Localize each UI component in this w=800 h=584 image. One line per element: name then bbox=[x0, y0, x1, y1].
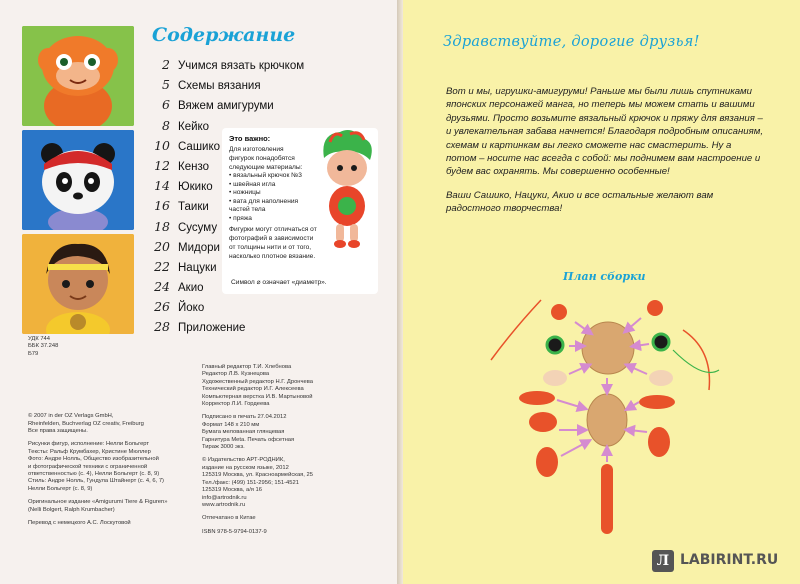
toc-label: Сашико bbox=[178, 140, 221, 153]
toc-label: Кейко bbox=[178, 120, 210, 133]
eye-part bbox=[547, 337, 563, 353]
muzzle-part bbox=[649, 370, 673, 386]
toc-label: Таики bbox=[178, 201, 209, 214]
udk-code: УДК 744 bbox=[28, 336, 51, 342]
toc-label: Нацуки bbox=[178, 261, 217, 274]
toc-page-number: 10 bbox=[154, 137, 170, 153]
toc-page-number: 5 bbox=[162, 77, 170, 93]
toc-page-number: 18 bbox=[154, 218, 170, 234]
publisher-line: издание на русском языке, 2012 bbox=[202, 464, 289, 471]
muzzle-part bbox=[543, 370, 567, 386]
left-page bbox=[0, 0, 398, 584]
translation-line: Перевод с немецкого А.С. Лоскутовой bbox=[28, 520, 131, 527]
leg-part bbox=[648, 427, 670, 457]
toc-label: Приложение bbox=[178, 322, 246, 335]
toc-page-number: 22 bbox=[154, 258, 170, 274]
watermark-text: LABIRINT.RU bbox=[680, 552, 779, 568]
imprint-right bbox=[202, 364, 313, 536]
imprint-left bbox=[28, 336, 167, 528]
credit-line: Стиль: Андре Нолль, Гундула Штайнерт (с. 4, 6, 7) bbox=[28, 478, 164, 485]
staff-line: Технический редактор И.Г. Алексеева bbox=[202, 386, 304, 393]
list-item: • ножницы bbox=[229, 189, 315, 198]
credit-line: Нелли Больгерт (с. 8, 9) bbox=[28, 485, 93, 492]
toc-page-number: 12 bbox=[154, 157, 170, 173]
toc-label: Кензо bbox=[178, 160, 209, 173]
toc-page-number: 20 bbox=[154, 238, 170, 254]
photo-panda-amigurumi bbox=[22, 130, 134, 230]
note-title: Это важно: bbox=[229, 134, 271, 143]
publisher-website: www.artrodnik.ru bbox=[202, 501, 246, 508]
arm-part bbox=[529, 412, 557, 432]
toc-label: Сусуму bbox=[178, 221, 218, 234]
toc-label: Юкико bbox=[178, 181, 213, 194]
closing-paragraph: Ваши Сашико, Нацуки, Акио и все остальные желают вам радостного творчества! bbox=[446, 189, 714, 215]
toc-label: Мидори bbox=[178, 241, 220, 254]
yarn-strand bbox=[491, 300, 541, 360]
greeting-heading: Здравствуйте, дорогие друзья! bbox=[443, 34, 700, 50]
intro-text bbox=[446, 85, 764, 226]
toc-page-number: 14 bbox=[154, 178, 170, 194]
original-edition-line: (Nelli Bolgert, Ralph Krumbacher) bbox=[28, 506, 115, 513]
yarn-strand bbox=[683, 330, 709, 390]
toc-item[interactable] bbox=[150, 57, 350, 77]
note-text: Фигурки могут отличаться от фотографий в зависимости от толщины нити и от того, насколько плотное вязание. bbox=[229, 225, 317, 260]
staff-line: Компьютерная верстка И.В. Мартыновой bbox=[202, 393, 313, 400]
arm-part bbox=[639, 395, 675, 409]
copyright-line: Rheinfelden, Buchverlag OZ creativ, Freiburg bbox=[28, 420, 144, 427]
photo-boy-amigurumi bbox=[22, 234, 134, 334]
toc-label: Акио bbox=[178, 282, 204, 295]
ear-part bbox=[551, 304, 567, 320]
labirint-logo-icon: Л bbox=[652, 550, 674, 572]
note-intro: Для изготовления фигурок понадобятся следующие материалы: bbox=[229, 146, 303, 171]
author-code: Б79 bbox=[28, 350, 39, 357]
intro-paragraph: Вот и мы, игрушки-амигуруми! Раньше мы были лишь спутниками японских персонажей манга, но теперь мы можем стать и вашими друзьями. Просто возьмите вязальный крючок и пряжу для вязания – и увлекательная забава начнется! Благодаря подробным описаниям, схемам и картинкам вы легко сможете нас смастерить. Ну а потом – носите нас всегда с собой: мы поднимем вам настроение и будем вас охранять. Мы совершенно особенные! bbox=[446, 86, 764, 178]
copyright-line: Все права защищены. bbox=[28, 428, 88, 435]
staff-line: Главный редактор Т.И. Хлебнова bbox=[202, 364, 292, 370]
print-line: Тираж 3000 экз. bbox=[202, 444, 245, 451]
staff-line: Редактор Л.В. Кузнецова bbox=[202, 371, 270, 378]
printed-in-line: Отпечатано в Китае bbox=[202, 515, 256, 522]
publisher-line: Тел./факс: (499) 151-2956; 151-4521 bbox=[202, 479, 299, 486]
toc-item[interactable] bbox=[150, 319, 350, 339]
bbk-code: ББК 37.248 bbox=[28, 343, 59, 350]
publisher-line: © Издательство АРТ-РОДНИК, bbox=[202, 457, 285, 464]
staff-line: Корректор Л.И. Гордеева bbox=[202, 401, 270, 408]
assembly-plan-title: План сборки bbox=[563, 270, 646, 283]
body-part bbox=[587, 394, 627, 446]
toc-title: Содержание bbox=[152, 24, 296, 46]
credit-line: Тексты: Ральф Крумбахер, Кристине Мюллер bbox=[28, 448, 151, 455]
tail-part bbox=[601, 464, 613, 534]
list-item: • вязальный крючок №3 bbox=[229, 172, 315, 181]
toc-item[interactable] bbox=[150, 299, 350, 319]
print-line: Бумага мелованная глянцевая bbox=[202, 429, 285, 436]
toc-page-number: 8 bbox=[162, 117, 170, 133]
ear-part bbox=[647, 300, 663, 316]
green-haired-doll-illustration bbox=[316, 128, 378, 248]
credit-line: Рисунки фигур, исполнение: Нелли Больгерт bbox=[28, 441, 150, 448]
isbn: ISBN 978-5-9794-0137-9 bbox=[202, 528, 267, 535]
photo-orange-amigurumi bbox=[22, 26, 134, 126]
arm-part bbox=[519, 391, 555, 405]
list-item: • швейная игла bbox=[229, 181, 315, 190]
yarn-strand bbox=[673, 350, 719, 373]
list-item: • пряжа bbox=[229, 215, 315, 224]
toc-item[interactable] bbox=[150, 97, 350, 117]
assembly-plan-diagram bbox=[483, 290, 723, 540]
leg-part bbox=[536, 447, 558, 477]
head-part bbox=[582, 322, 634, 374]
print-line: Подписано в печать 27.04.2012 bbox=[202, 414, 287, 421]
materials-note bbox=[222, 128, 378, 294]
publisher-line: 125319 Москва, ул. Красноармейская, 25 bbox=[202, 472, 313, 479]
right-page bbox=[403, 0, 800, 584]
toc-label: Учимся вязать крючком bbox=[178, 60, 305, 72]
original-edition-line: Оригинальное издание «Amigurumi Tiere & Figuren» bbox=[28, 499, 168, 506]
toc-item[interactable] bbox=[150, 77, 350, 97]
toc-label: Йоко bbox=[178, 302, 205, 315]
publisher-email: info@artrodnik.ru bbox=[202, 494, 247, 501]
toc-page-number: 24 bbox=[154, 279, 170, 295]
toc-page-number: 26 bbox=[154, 299, 170, 315]
credit-line: Фото: Андре Нолль, Общество изобразительной bbox=[28, 456, 159, 463]
eye-part bbox=[653, 334, 669, 350]
list-item: • вата для наполнения частей тела bbox=[229, 198, 315, 215]
diameter-note: Символ ⌀ означает «диаметр». bbox=[231, 279, 327, 286]
toc-page-number: 16 bbox=[154, 198, 170, 214]
credit-line: и фотографической техники с ограниченной bbox=[28, 463, 148, 470]
copyright-line: © 2007 in der OZ Verlags GmbH, bbox=[28, 413, 114, 420]
toc-page-number: 6 bbox=[162, 97, 170, 113]
print-line: Гарнитура Meta. Печать офсетная bbox=[202, 436, 295, 443]
materials-list bbox=[229, 172, 315, 224]
toc-page-number: 28 bbox=[154, 319, 170, 335]
toc-label: Схемы вязания bbox=[178, 80, 261, 93]
staff-line: Художественный редактор Н.Г. Дрончева bbox=[202, 378, 313, 385]
print-line: Формат 148 х 210 мм bbox=[202, 421, 260, 428]
publisher-line: 125319 Москва, а/я 16 bbox=[202, 487, 262, 494]
credit-line: ответственностью (с. 4), Нелли Больгерт (с. 8, 9) bbox=[28, 471, 160, 478]
toc-label: Вяжем амигуруми bbox=[178, 100, 274, 113]
toc-page-number: 2 bbox=[162, 57, 170, 72]
